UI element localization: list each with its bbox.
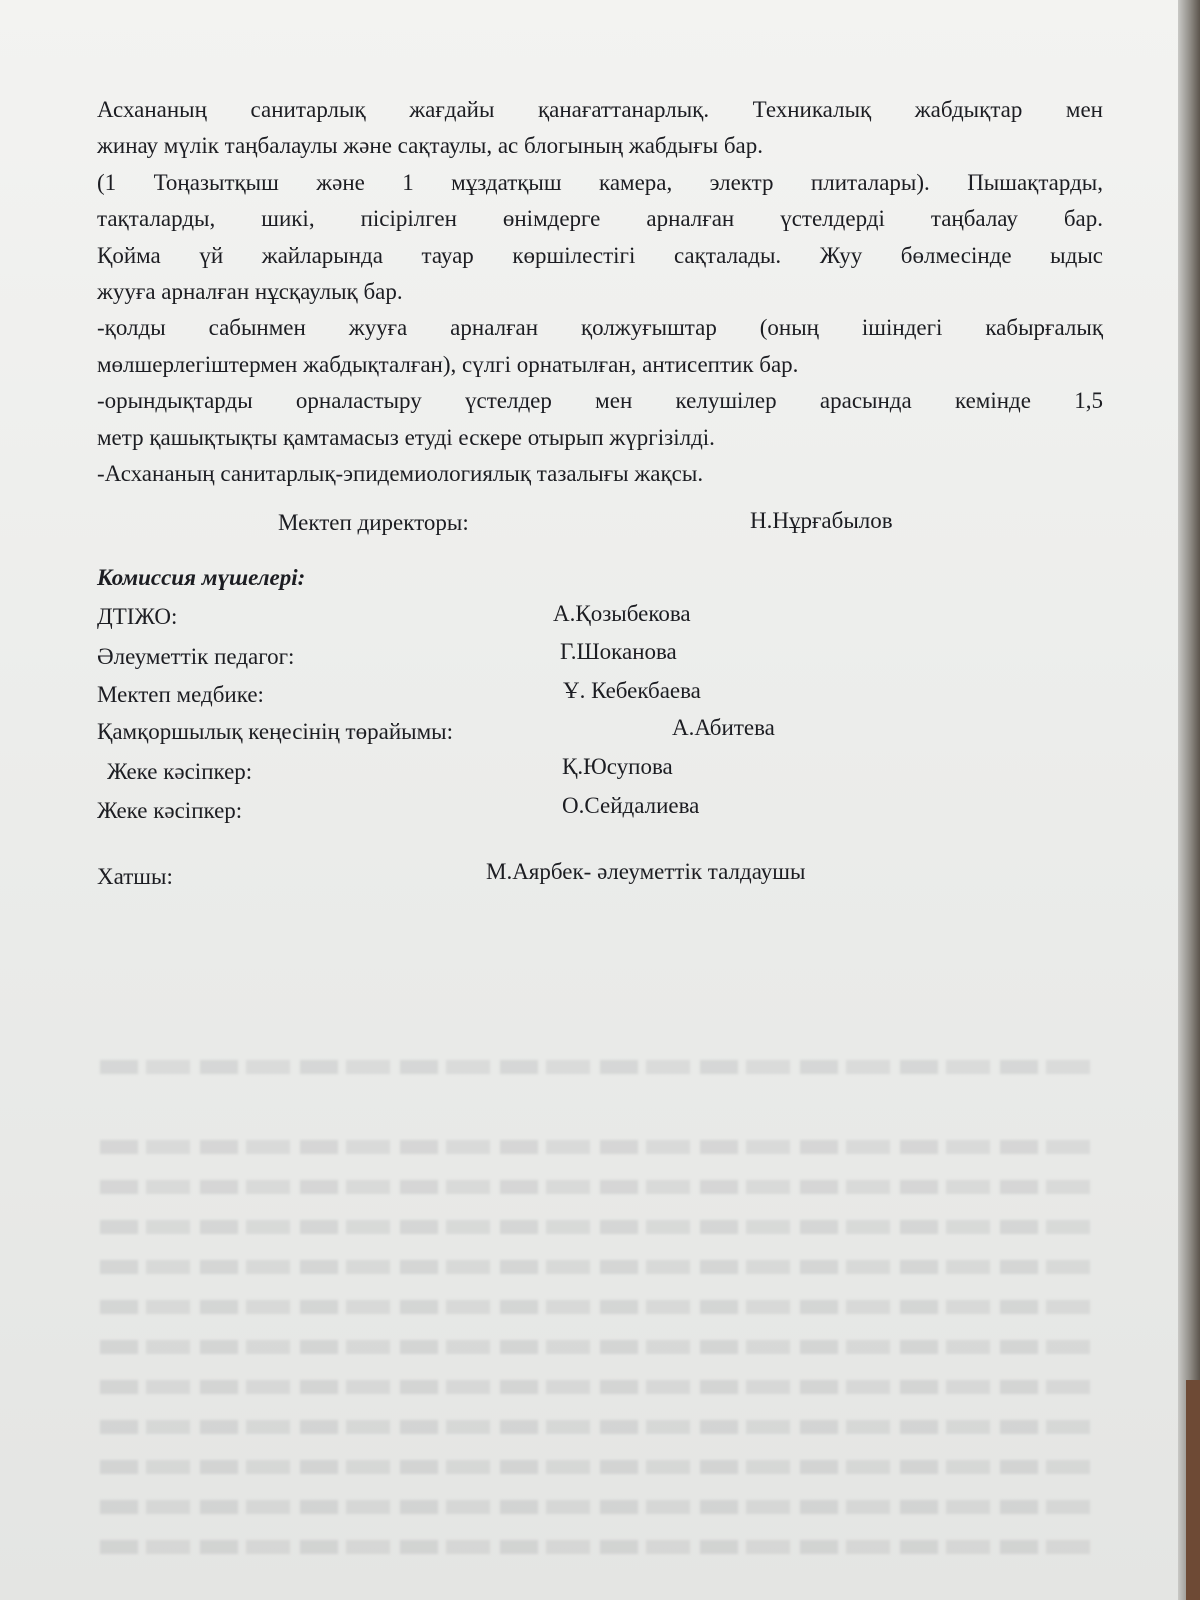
member-role: ДТІЖО: [97,604,178,629]
member-role: Әлеуметтік педагог: [97,644,295,669]
report-line: Асхананың санитарлық жағдайы қанағаттанарлық. Техникалық жабдықтар мен [97,97,1103,122]
member-name: Г.Шоканова [560,639,677,664]
member-name: А.Қозыбекова [553,601,691,626]
report-line: тақталарды, шикі, пісірілген өнімдерге арналған үстелдерді таңбалау бар. [97,206,1103,232]
bleed-through-text [100,1420,1100,1434]
binder-tab [1186,1380,1200,1600]
member-role: Мектеп медбике: [97,682,264,707]
secretary-label: Хатшы: [97,864,173,889]
bleed-through-text [100,1300,1100,1314]
report-line: (1 Тоңазытқыш және 1 мұздатқыш камера, электр плиталары). Пышақтарды, [97,169,1103,195]
secretary-name: М.Аярбек- әлеуметтік талдаушы [486,859,806,884]
bleed-through-text [100,1340,1100,1354]
report-line: метр қашықтықты қамтамасыз етуді ескере отырып жүргізілді. [97,424,715,450]
bleed-through-text [100,1380,1100,1394]
bleed-through-text [100,1180,1100,1194]
page-edge [1178,0,1200,1600]
report-body [97,92,1103,492]
report-line: -қолды сабынмен жууға арналған қолжуғыштар (оның ішіндегі кабырғалық [97,315,1103,341]
member-role: Жеке кәсіпкер: [97,798,243,823]
member-name: Қ.Юсупова [562,754,673,779]
report-line: мөлшерлегіштермен жабдықталған), сүлгі орнатылған, антисептик бар. [97,351,799,377]
member-name: А.Абитева [672,715,775,740]
bleed-through-text [100,1060,1100,1074]
report-line: Қойма үй жайларында тауар көршілестігі сақталады. Жуу бөлмесінде ыдыс [97,242,1103,268]
bleed-through-text [100,1220,1100,1234]
member-role: Жеке кәсіпкер: [107,759,253,784]
director-name: Н.Нұрғабылов [750,508,893,533]
report-line: жинау мүлік таңбалаулы және сақтаулы, ас блогының жабдығы бар. [97,133,763,159]
report-line: жууға арналған нұсқаулық бар. [97,279,403,305]
report-line: -Асхананың санитарлық-эпидемиологиялық тазалығы жақсы. [97,461,704,487]
member-role: Қамқоршылық кеңесінің төрайымы: [97,719,453,744]
bleed-through-text [100,1460,1100,1474]
bleed-through-text [100,1140,1100,1154]
report-line: -орындықтарды орналастыру үстелдер мен келушілер арасында кемінде 1,5 [97,388,1103,414]
bleed-through-text [100,1500,1100,1514]
member-name: Ұ. Кебекбаева [563,678,701,703]
director-label: Мектеп директоры: [278,510,469,535]
bleed-through-text [100,1260,1100,1274]
member-name: О.Сейдалиева [562,793,700,818]
commission-title: Комиссия мүшелері: [97,565,306,590]
report-paragraph [97,92,1103,492]
bleed-through-text [100,1540,1100,1554]
